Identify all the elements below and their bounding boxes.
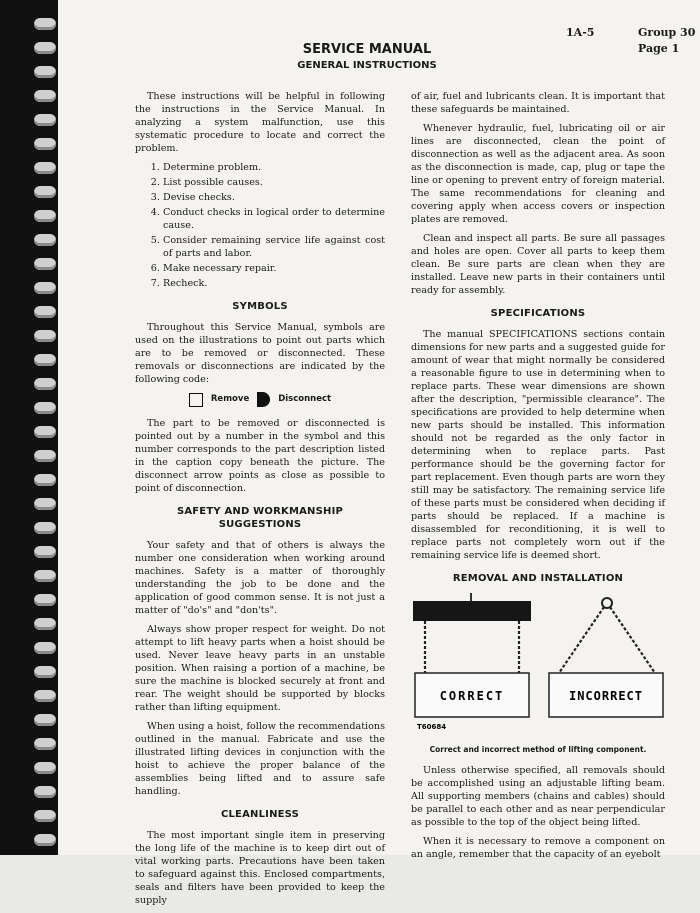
binding-coil bbox=[34, 258, 56, 270]
binding-coil bbox=[34, 162, 56, 174]
spiral-binding bbox=[0, 0, 58, 855]
incorrect-chains bbox=[559, 607, 655, 673]
binding-coil bbox=[34, 306, 56, 318]
binding-coil bbox=[34, 330, 56, 342]
binding-coil bbox=[34, 90, 56, 102]
symbols-paragraph: Throughout this Service Manual, symbols are used on the illustrations to point out parts which are to be removed or disconnected. These removals or disconnections are indicated by the following code: bbox=[135, 322, 385, 385]
disconnect-label: Disconnect bbox=[278, 394, 332, 404]
binding-coil bbox=[34, 234, 56, 246]
binding-coil bbox=[34, 714, 56, 726]
binding-coil bbox=[34, 642, 56, 654]
removal-paragraph: When it is necessary to remove a component on an angle, remember that the capacity of an eyebolt bbox=[411, 836, 665, 860]
safety-paragraph: When using a hoist, follow the recommendations outlined in the manual. Fabricate and use the illustrated lifting devices in conjunction with the hoist to achieve the proper balance of the assemblies being lifted and to assure safe handling. bbox=[135, 721, 385, 797]
intro-paragraph: These instructions will be helpful in following the instructions in the Service Manual. In analyzing a system malfunction, use this systematic procedure to locate and correct the problem. bbox=[135, 91, 385, 154]
binding-coil bbox=[34, 354, 56, 366]
binding-coil bbox=[34, 834, 56, 846]
binding-coil bbox=[34, 474, 56, 486]
binding-coil bbox=[34, 570, 56, 582]
disconnect-d-icon bbox=[257, 392, 270, 407]
safety-heading: SAFETY AND WORKMANSHIP SUGGESTIONS bbox=[176, 506, 344, 530]
list-item: 5. Consider remaining service life against cost of parts and labor. bbox=[163, 234, 385, 260]
binding-coil bbox=[34, 618, 56, 630]
symbols-paragraph: The part to be removed or disconnected is pointed out by a number in the symbol and this number corresponds to the part description listed in the caption copy beneath the picture. The disconnect arrow points as close as possible to point of disconnection. bbox=[135, 418, 385, 494]
group-number: Group 30 bbox=[638, 26, 696, 39]
removal-paragraph: Unless otherwise specified, all removals should be accomplished using an adjustable lifting beam. All supporting members (chains and cables) should be parallel to each other and as near perpendicular as possible to the top of the object being lifted. bbox=[411, 765, 665, 828]
correct-chains bbox=[425, 621, 519, 673]
list-item: 3. Devise checks. bbox=[163, 191, 385, 204]
figure-caption: Correct and incorrect method of lifting component. bbox=[429, 745, 647, 754]
symbols-heading: SYMBOLS bbox=[232, 301, 288, 312]
safety-paragraph: Your safety and that of others is always the number one consideration when working around machines. Safety is a matter of thoroughly understanding the job to be done and the application of good common sense. It is not just a matter of "do's" and "don'ts". bbox=[135, 540, 385, 616]
list-item: 7. Recheck. bbox=[163, 277, 385, 290]
remove-label: Remove bbox=[210, 394, 250, 404]
hook-ring bbox=[602, 598, 612, 608]
lifting-beam bbox=[413, 601, 531, 621]
list-item: 4. Conduct checks in logical order to determine cause. bbox=[163, 206, 385, 232]
binding-coil bbox=[34, 450, 56, 462]
cleanliness-paragraph: Whenever hydraulic, fuel, lubricating oil or air lines are disconnected, clean the point of disconnection as well as the adjacent area. As soon as the disconnection is made, cap, plug or tape the line or opening to prevent entry of foreign material. The same recommendations for cleaning and covering apply when access covers or inspection plates are removed. bbox=[411, 123, 665, 225]
list-item: 1. Determine problem. bbox=[163, 161, 385, 174]
binding-coil bbox=[34, 594, 56, 606]
list-item: 2. List possible causes. bbox=[163, 176, 385, 189]
lifting-illustration bbox=[411, 593, 665, 741]
incorrect-label: INCORRECT bbox=[568, 689, 644, 703]
figure-code: T60684 bbox=[417, 723, 447, 731]
binding-coil bbox=[34, 402, 56, 414]
cleanliness-paragraph: The most important single item in preserving the long life of the machine is to keep dirt out of vital working parts. Precautions have been taken to safeguard against this. Enclosed compartments, seals and filters have been provided to keep the supply bbox=[135, 830, 385, 906]
binding-coil bbox=[34, 690, 56, 702]
binding-coil bbox=[34, 114, 56, 126]
page-title: SERVICE MANUAL bbox=[302, 42, 432, 57]
binding-coil bbox=[34, 546, 56, 558]
binding-coil bbox=[34, 762, 56, 774]
correct-label: CORRECT bbox=[439, 689, 505, 703]
cleanliness-continued: of air, fuel and lubricants clean. It is important that these safeguards be maintained. bbox=[411, 91, 665, 115]
binding-coil bbox=[34, 738, 56, 750]
binding-coil bbox=[34, 498, 56, 510]
binding-coil bbox=[34, 786, 56, 798]
procedure-list bbox=[135, 161, 385, 290]
safety-paragraph: Always show proper respect for weight. Do not attempt to lift heavy parts when a hoist should be used. Never leave heavy parts in an unstable position. When raising a portion of a machine, be sure the machine is blocked securely at front and rear. The weight should be supported by blocks rather than lifting equipment. bbox=[135, 624, 385, 713]
lifting-figure bbox=[411, 593, 665, 741]
left-column bbox=[135, 90, 385, 913]
binding-coil bbox=[34, 18, 56, 30]
binding-coil bbox=[34, 138, 56, 150]
binding-coil bbox=[34, 522, 56, 534]
binding-coil bbox=[34, 186, 56, 198]
remove-square-icon bbox=[189, 393, 203, 407]
list-item: 6. Make necessary repair. bbox=[163, 262, 385, 275]
binding-coil bbox=[34, 282, 56, 294]
binding-coil bbox=[34, 666, 56, 678]
right-column bbox=[411, 90, 665, 867]
cleanliness-heading: CLEANLINESS bbox=[220, 809, 300, 820]
binding-coil bbox=[34, 426, 56, 438]
manual-page bbox=[58, 0, 700, 906]
removal-heading: REMOVAL AND INSTALLATION bbox=[452, 573, 624, 584]
binding-coil bbox=[34, 810, 56, 822]
page-number: Page 1 bbox=[638, 42, 680, 55]
binding-coil bbox=[34, 210, 56, 222]
section-number: 1A-5 bbox=[566, 26, 595, 39]
cleanliness-paragraph: Clean and inspect all parts. Be sure all passages and holes are open. Cover all parts to keep them clean. Be sure parts are clean when they are installed. Leave new parts in their containers until ready for assembly. bbox=[411, 233, 665, 296]
binding-coil bbox=[34, 378, 56, 390]
page-subtitle: GENERAL INSTRUCTIONS bbox=[297, 60, 437, 71]
specifications-paragraph: The manual SPECIFICATIONS sections contain dimensions for new parts and a suggested guide for amount of wear that might normally be considered a reasonable figure to use in determining when to replace parts. These wear dimensions are shown after the description, "permissible clearance". The specifications are provided to help determine when new parts should be installed. This information should not be regarded as the only factor in determining when to replace parts. Past performance should be the governing factor for part replacement. Even though parts are worn they still may be satisfactory. The remaining service life of these parts must be considered when deciding if parts should be replaced. If a machine is disassembled for reconditioning, it is well to replace parts not completely worn out if the remaining service life is deemed short. bbox=[411, 329, 665, 561]
specifications-heading: SPECIFICATIONS bbox=[490, 308, 586, 319]
symbol-legend bbox=[135, 392, 385, 407]
